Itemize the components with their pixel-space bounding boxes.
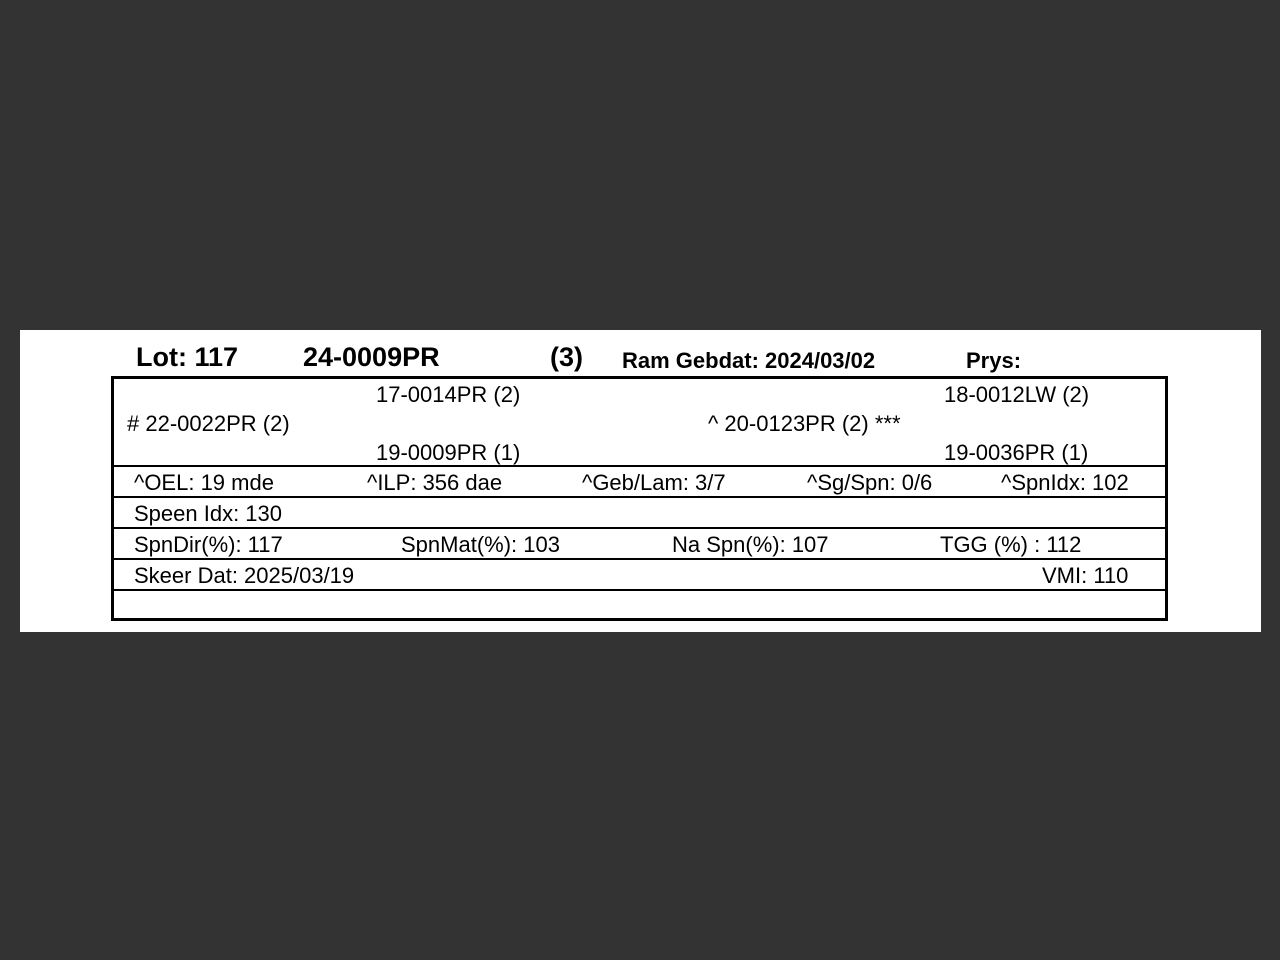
lot-card	[20, 330, 1261, 632]
stat-sg-spn: ^Sg/Spn: 0/6	[807, 470, 933, 495]
vmi-value: VMI: 110	[1042, 563, 1129, 588]
speen-idx: Speen Idx: 130	[134, 501, 283, 526]
ram-birth-date: Ram Gebdat: 2024/03/02	[622, 348, 876, 373]
divider	[114, 465, 1165, 467]
info-table	[111, 376, 1168, 621]
divider	[114, 527, 1165, 529]
pedigree-dam-sire: 18-0012LW (2)	[944, 382, 1090, 407]
price-label: Prys:	[966, 348, 1022, 373]
stat-oel: ^OEL: 19 mde	[134, 470, 274, 495]
stat-geb-lam: ^Geb/Lam: 3/7	[582, 470, 726, 495]
divider	[114, 558, 1165, 560]
stat-spn-idx: ^SpnIdx: 102	[1001, 470, 1129, 495]
pct-spn-dir: SpnDir(%): 117	[134, 532, 283, 557]
pedigree-sire-dam: 19-0009PR (1)	[376, 440, 521, 465]
animal-count: (3)	[550, 342, 583, 372]
shear-date: Skeer Dat: 2025/03/19	[134, 563, 355, 588]
stat-ilp: ^ILP: 356 dae	[367, 470, 503, 495]
lot-number: Lot: 117	[136, 342, 239, 372]
pct-na-spn: Na Spn(%): 107	[672, 532, 829, 557]
pedigree-dam-dam: 19-0036PR (1)	[944, 440, 1089, 465]
pct-spn-mat: SpnMat(%): 103	[401, 532, 560, 557]
animal-id: 24-0009PR	[303, 342, 440, 372]
pedigree-dam: ^ 20-0123PR (2) ***	[708, 411, 901, 436]
pct-tgg: TGG (%) : 112	[940, 532, 1082, 557]
divider	[114, 589, 1165, 591]
divider	[114, 496, 1165, 498]
pedigree-sire-sire: 17-0014PR (2)	[376, 382, 521, 407]
pedigree-sire: # 22-0022PR (2)	[127, 411, 290, 436]
